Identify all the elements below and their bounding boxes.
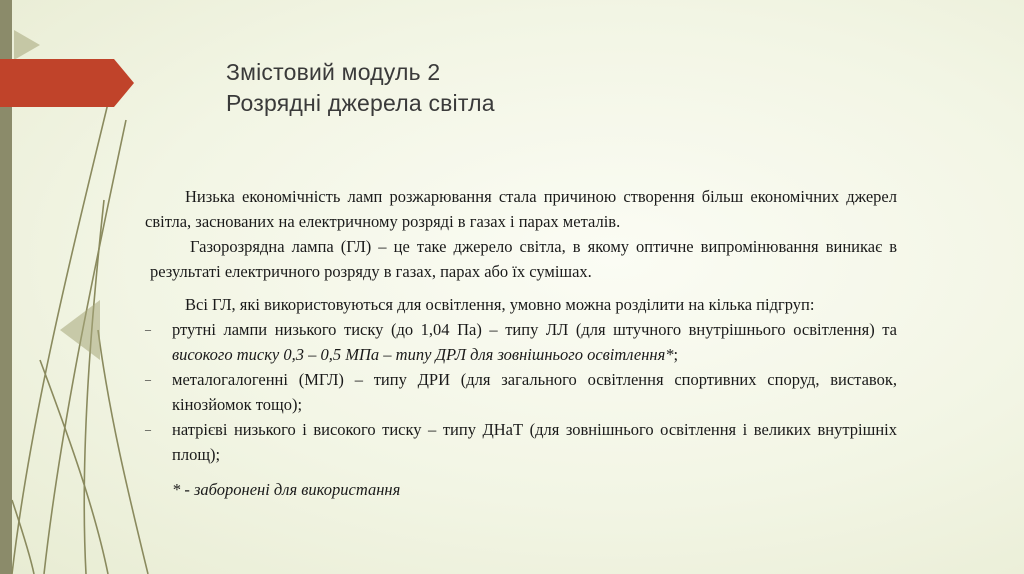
- list-item-2: [145, 367, 897, 417]
- list-dash: –: [145, 422, 151, 436]
- list-dash: –: [145, 372, 151, 386]
- paragraph-2: Газорозрядна лампа (ГЛ) – це таке джерело світла, в якому оптичне випромінювання виникає в результаті електричного розряду в газах, парах або їх сумішах.: [150, 237, 897, 281]
- list-item-1-end: ;: [673, 345, 679, 364]
- paragraph-1: Низька економічність ламп розжарювання стала причиною створення більш економічних джерел світла, заснованих на електричному розряді в газах і парах металів.: [145, 187, 897, 231]
- paragraph-3: Всі ГЛ, які використовуються для освітлення, умовно можна розділити на кілька підгруп:: [185, 295, 815, 314]
- slide-title: [226, 57, 495, 119]
- list-item-3: [145, 417, 897, 467]
- list-item-1: [145, 317, 897, 367]
- footnote: * - заборонені для використання: [172, 480, 401, 499]
- title-line-1: Змістовий модуль 2: [226, 59, 441, 85]
- title-line-2: Розрядні джерела світла: [226, 90, 495, 116]
- title-arrow-shape: [0, 59, 134, 107]
- slide-body: [145, 184, 897, 502]
- list-item-3-text: натрієві низького і високого тиску – типу ДНаТ (для зовнішнього освітлення і великих внутрішніх площ);: [172, 420, 897, 464]
- list-item-1-text: ртутні лампи низького тиску (до 1,04 Па) – типу ЛЛ (для штучного внутрішнього освітлення) та: [172, 320, 897, 339]
- list-item-1-italic: високого тиску 0,3 – 0,5 МПа – типу ДРЛ для зовнішнього освітлення*: [172, 345, 674, 364]
- list-dash: –: [145, 322, 151, 336]
- list-item-2-text: металогалогенні (МГЛ) – типу ДРИ (для загального освітлення спортивних споруд, виставок, кінозйомок тощо);: [172, 370, 897, 414]
